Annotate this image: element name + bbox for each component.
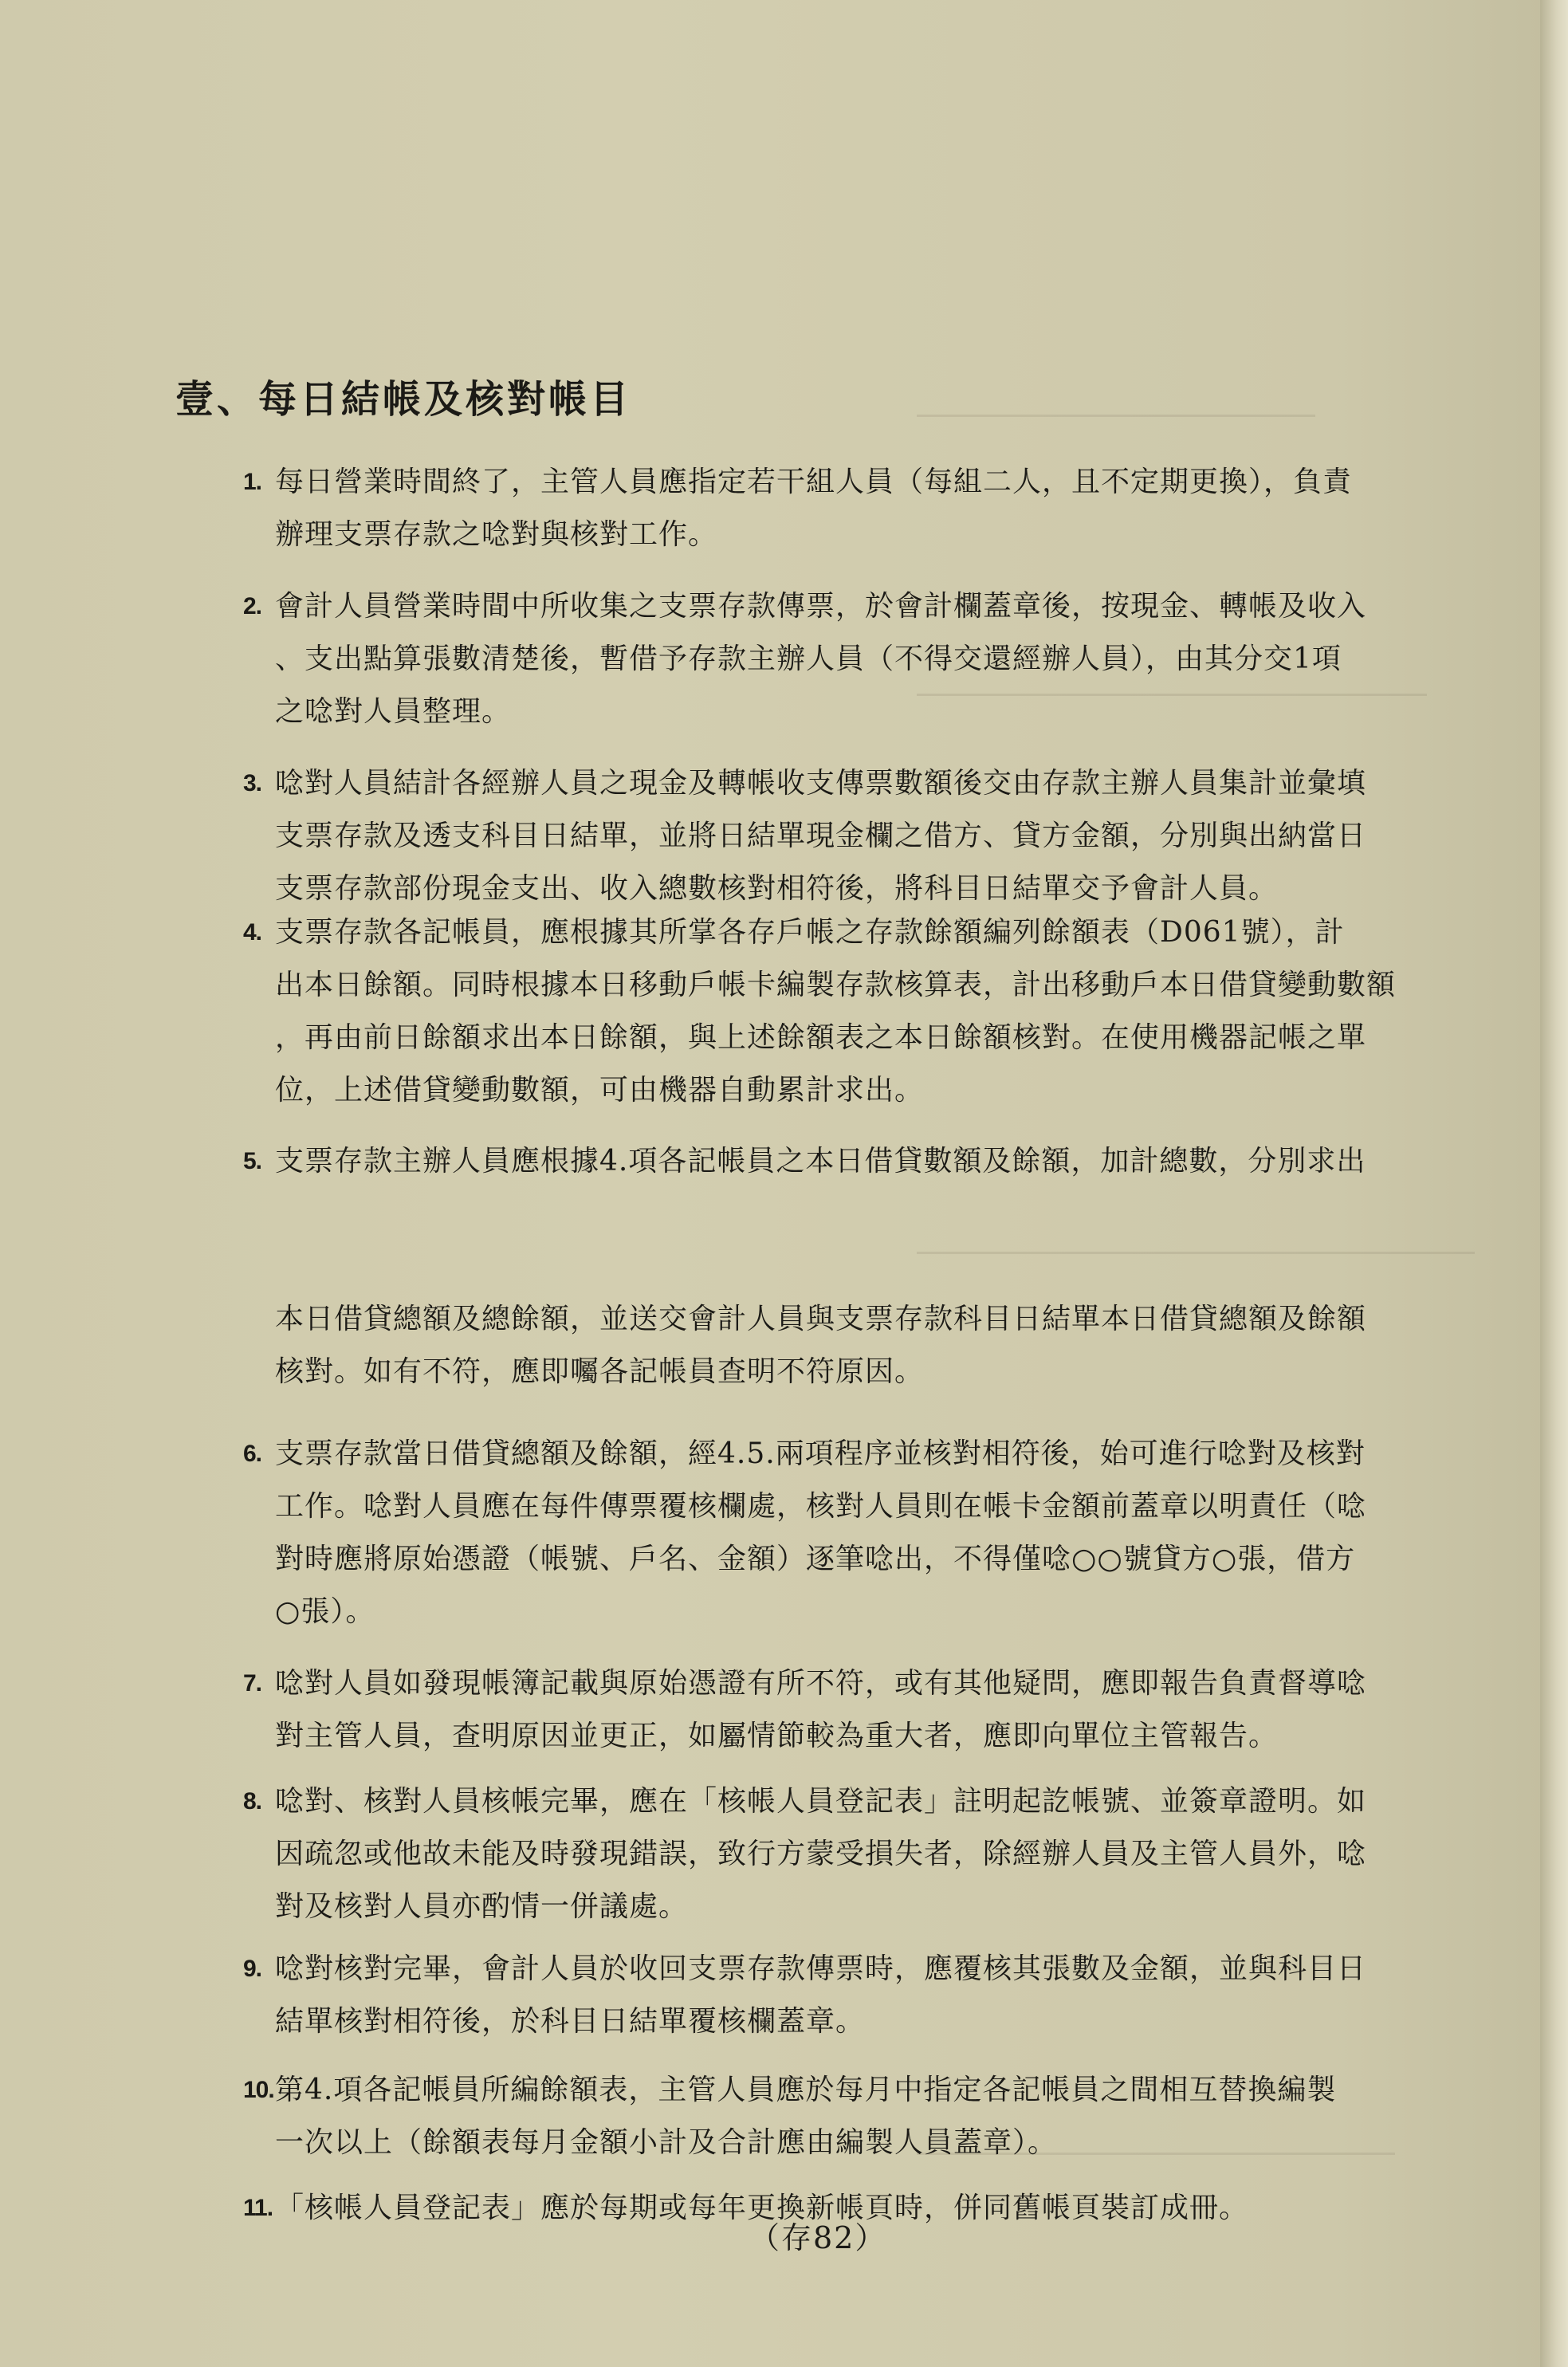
item-text-line: 支票存款部份現金支出、收入總數核對相符後，將科目日結單交予會計人員。	[275, 872, 1279, 905]
item-text-line: 支票存款及透支科目日結單，並將日結單現金欄之借方、貸方金額，分別與出納當日	[275, 820, 1367, 852]
item-text-line: 一次以上（餘額表每月金額小計及合計應由編製人員蓋章）。	[275, 2126, 1058, 2159]
item-number: 1.	[243, 469, 262, 495]
item-text-line: 每日營業時間終了，主管人員應指定若干組人員（每組二人，且不定期更換），負責	[275, 466, 1353, 498]
item-text-line: 對時應將原始憑證（帳號、戶名、金額）逐筆唸出，不得僅唸○○號貸方○張，借方	[275, 1543, 1356, 1575]
list-item	[243, 456, 1483, 561]
page-edge	[1540, 0, 1568, 2367]
item-number: 7.	[243, 1670, 262, 1697]
list-item	[243, 757, 1483, 915]
item-text-line: 唸對人員結計各經辦人員之現金及轉帳收支傳票數額後交由存款主辦人員集計並彙填	[275, 767, 1367, 800]
item-text-line: 對主管人員，查明原因並更正，如屬情節較為重大者，應即向單位主管報告。	[275, 1720, 1279, 1752]
list-item	[243, 2064, 1483, 2169]
item-text	[243, 1428, 1483, 1638]
page-number: （存82）	[749, 2220, 887, 2255]
item-number: 4.	[243, 919, 262, 946]
item-text-line: 、支出點算張數清楚後，暫借予存款主辦人員（不得交還經辦人員），由其分交1項	[275, 643, 1342, 675]
item-text-line: 唸對核對完畢，會計人員於收回支票存款傳票時，應覆核其張數及金額，並與科目日	[275, 1952, 1367, 1985]
item-number: 6.	[243, 1441, 262, 1467]
item-text	[243, 757, 1483, 915]
item-text-line: ○張）。	[275, 1595, 375, 1628]
item-text-line: 支票存款主辦人員應根據4.項各記帳員之本日借貸數額及餘額，加計總數，分別求出	[275, 1145, 1366, 1178]
list-item	[243, 1657, 1483, 1763]
item-text-line	[275, 1241, 1483, 1293]
item-text	[243, 2064, 1483, 2169]
item-text-line: 位，上述借貸變動數額，可由機器自動累計求出。	[275, 1074, 925, 1107]
item-number: 11.	[243, 2195, 273, 2221]
item-text-line: ，再由前日餘額求出本日餘額，與上述餘額表之本日餘額核對。在使用機器記帳之單	[275, 1021, 1367, 1054]
list-item	[243, 580, 1483, 738]
item-text-line	[275, 1188, 1483, 1241]
list-item	[243, 1943, 1483, 2048]
bleed-through	[917, 415, 1315, 417]
item-text-line: 第4.項各記帳員所編餘額表，主管人員應於每月中指定各記帳員之間相互替換編製	[275, 2074, 1337, 2106]
item-text-line: 核對。如有不符，應即囑各記帳員查明不符原因。	[275, 1355, 925, 1388]
item-text	[243, 1943, 1483, 2048]
item-number: 5.	[243, 1148, 262, 1174]
item-text	[243, 1657, 1483, 1763]
item-text	[243, 456, 1483, 561]
list-item	[243, 1428, 1483, 1638]
section-heading: 壹、每日結帳及核對帳目	[175, 377, 632, 422]
item-text	[243, 1135, 1483, 1398]
item-text-line: 支票存款當日借貸總額及餘額，經4.5.兩項程序並核對相符後，始可進行唸對及核對	[275, 1437, 1366, 1470]
list-item	[243, 1775, 1483, 1933]
item-text-line: 結單核對相符後，於科目日結單覆核欄蓋章。	[275, 2005, 866, 2038]
item-text-line: 對及核對人員亦酌情一併議處。	[275, 1890, 689, 1923]
item-text-line: 唸對人員如發現帳簿記載與原始憑證有所不符，或有其他疑問，應即報告負責督導唸	[275, 1667, 1367, 1700]
item-text-line: 出本日餘額。同時根據本日移動戶帳卡編製存款核算表，計出移動戶本日借貸變動數額	[275, 969, 1397, 1001]
item-text-line: 之唸對人員整理。	[275, 695, 512, 728]
item-text-line: 「核帳人員登記表」應於每期或每年更換新帳頁時，併同舊帳頁裝訂成冊。	[275, 2192, 1249, 2224]
list-item	[243, 1135, 1483, 1398]
item-text-line: 因疏忽或他故未能及時發現錯誤，致行方蒙受損失者，除經辦人員及主管人員外，唸	[275, 1838, 1367, 1870]
item-number: 9.	[243, 1956, 262, 1982]
item-text-line: 本日借貸總額及總餘額，並送交會計人員與支票存款科目日結單本日借貸總額及餘額	[275, 1303, 1367, 1335]
item-text-line: 會計人員營業時間中所收集之支票存款傳票，於會計欄蓋章後，按現金、轉帳及收入	[275, 590, 1367, 623]
item-text-line: 唸對、核對人員核帳完畢，應在「核帳人員登記表」註明起訖帳號、並簽章證明。如	[275, 1785, 1367, 1818]
item-number: 3.	[243, 770, 262, 796]
item-text-line: 辦理支票存款之唸對與核對工作。	[275, 518, 718, 551]
item-number: 8.	[243, 1788, 262, 1815]
item-text	[243, 906, 1483, 1117]
item-text	[243, 580, 1483, 738]
list-item	[243, 906, 1483, 1117]
item-text-line: 支票存款各記帳員，應根據其所掌各存戶帳之存款餘額編列餘額表（D061號），計	[275, 916, 1345, 949]
item-text	[243, 1775, 1483, 1933]
item-text-line: 工作。唸對人員應在每件傳票覆核欄處，核對人員則在帳卡金額前蓋章以明責任（唸	[275, 1490, 1367, 1523]
item-number: 10.	[243, 2077, 274, 2103]
item-number: 2.	[243, 593, 262, 619]
